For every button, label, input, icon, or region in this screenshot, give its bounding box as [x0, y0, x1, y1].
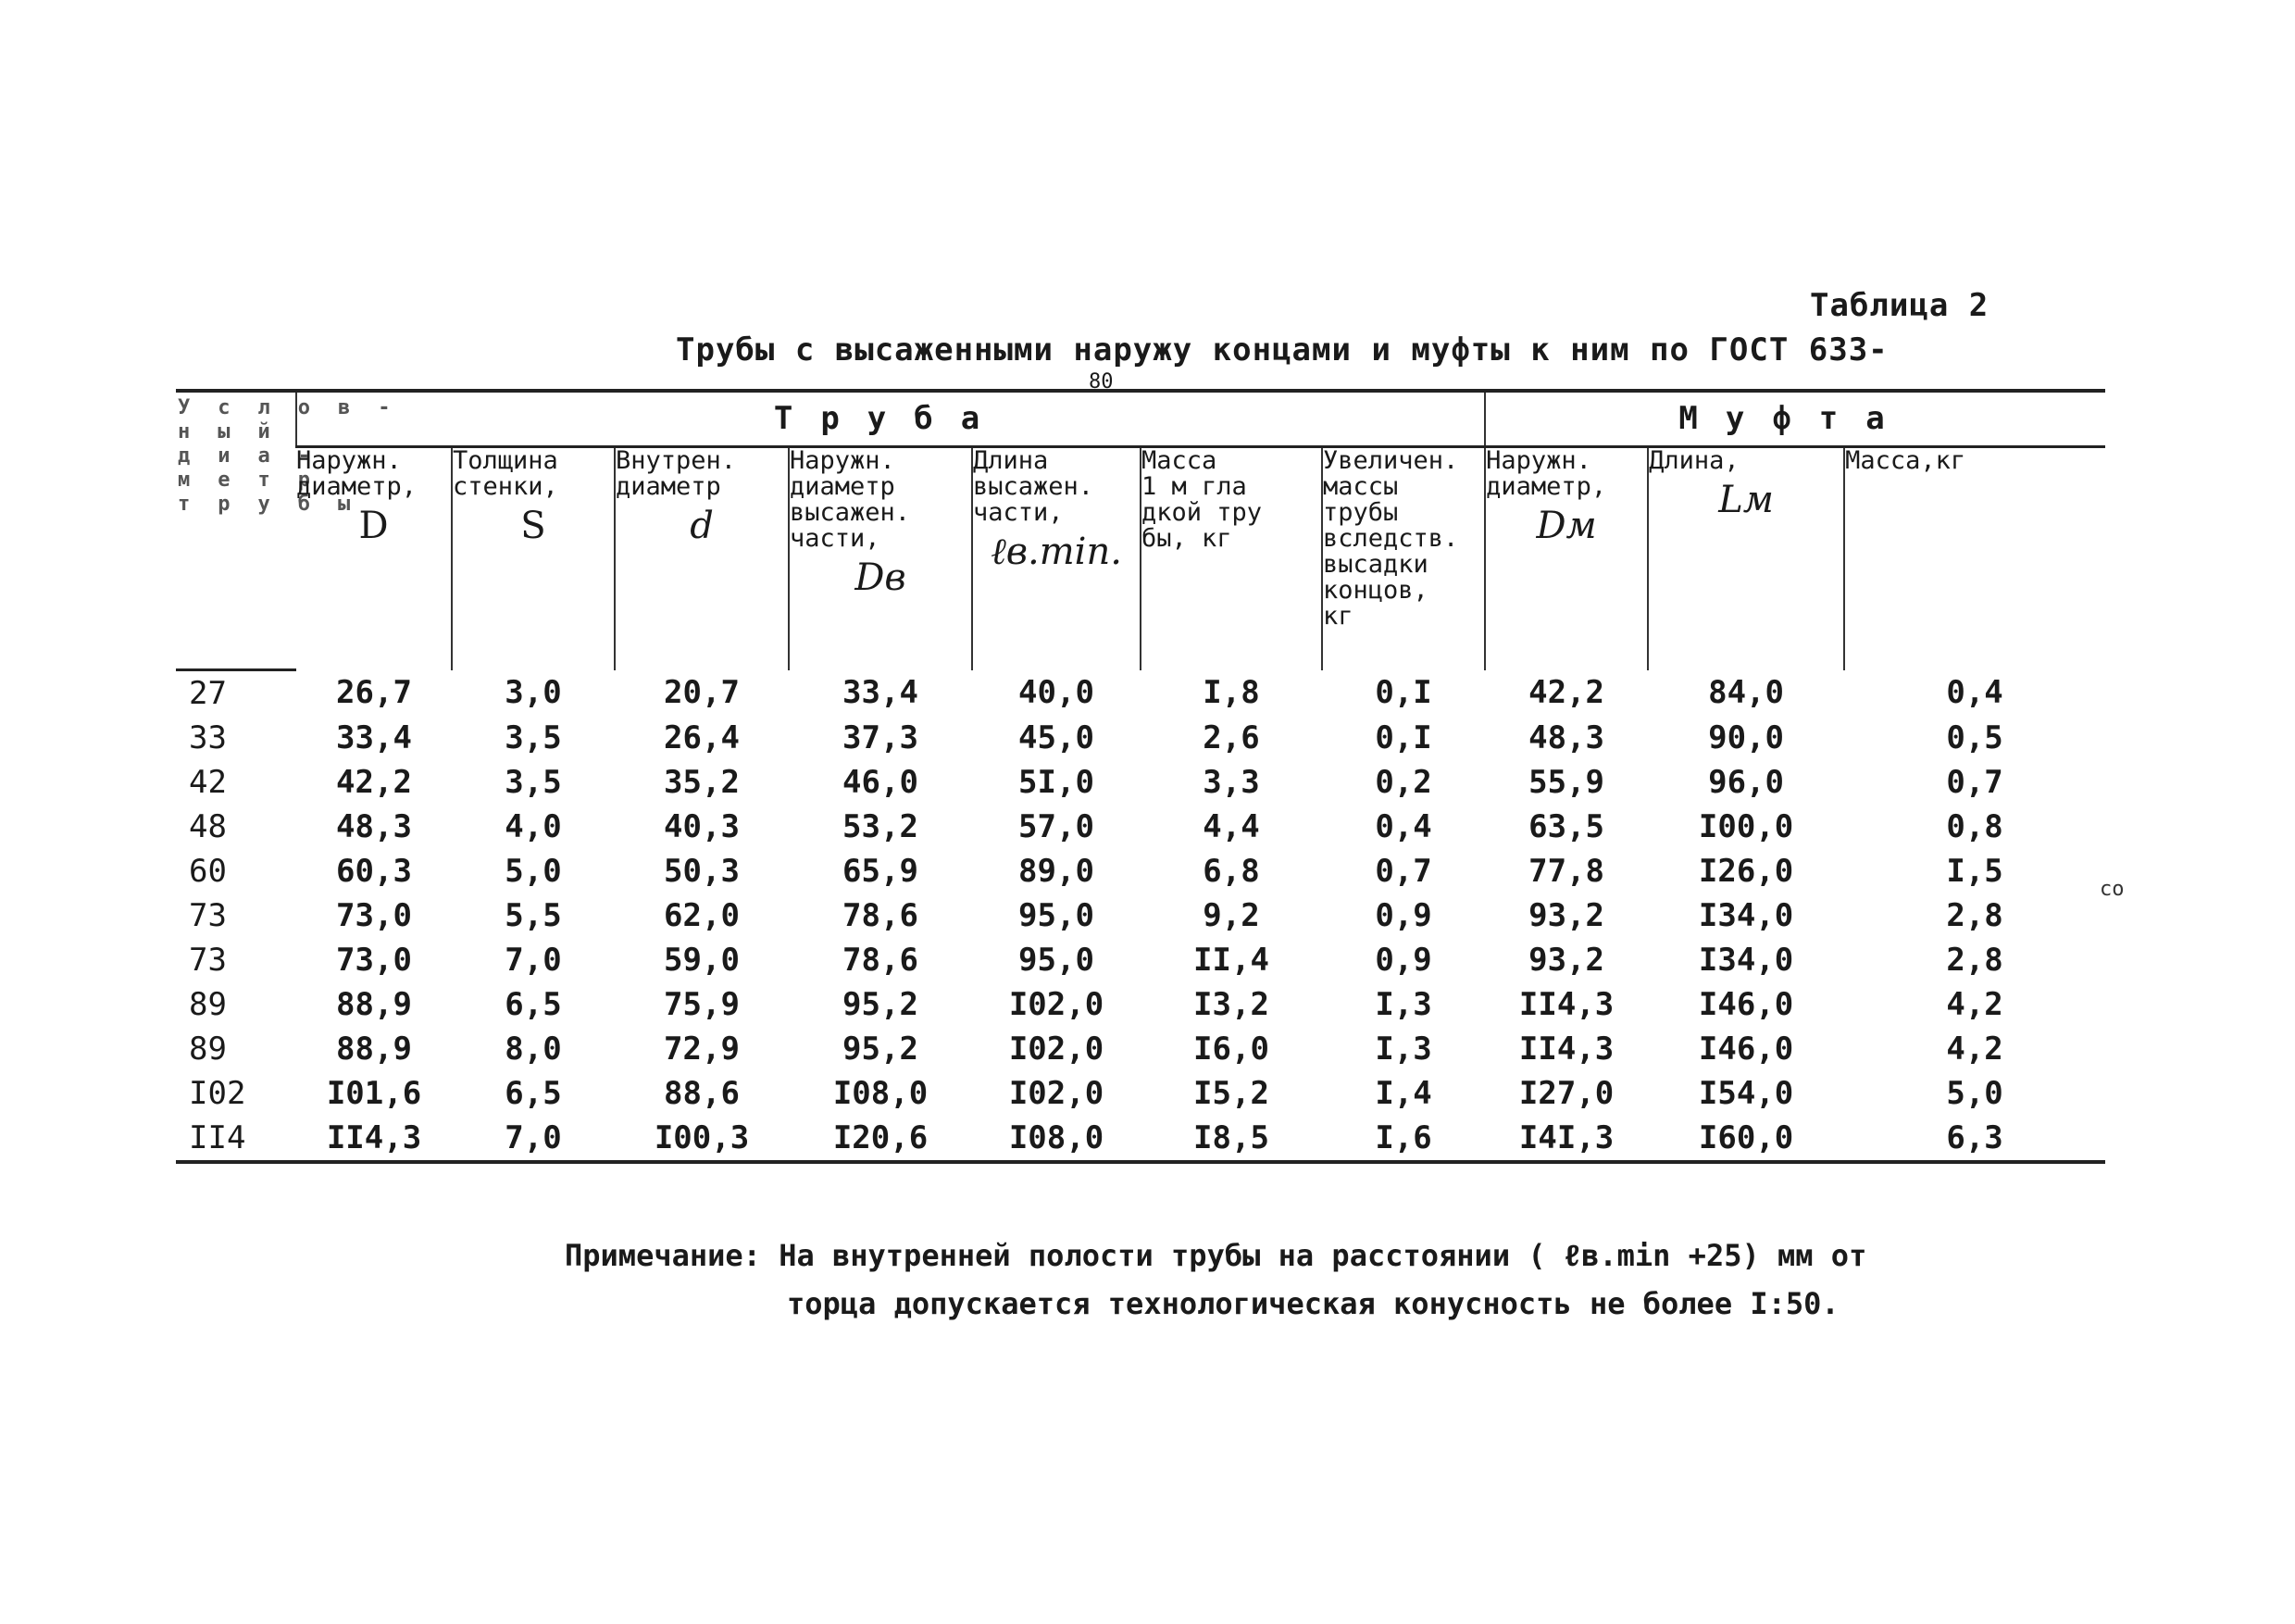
- table-row: [176, 1071, 2105, 1116]
- table-cell: 2,6: [1203, 719, 1260, 756]
- column-header-label: Увеличен. массы трубы вследств. высадки концов, кг: [1323, 445, 1459, 631]
- table-cell: 57,0: [1018, 808, 1094, 845]
- table-cell: I4I,3: [1485, 1116, 1648, 1162]
- table-cell: 5,5: [505, 897, 562, 934]
- column-header: [972, 446, 1141, 670]
- table-cell: 62,0: [664, 897, 740, 934]
- table-cell: 40,0: [1018, 674, 1094, 712]
- table-cell: 7,0: [505, 942, 562, 979]
- column-header-label: Масса 1 м гла дкой тру бы, кг: [1141, 445, 1263, 553]
- table-cell: I20,6: [789, 1116, 972, 1162]
- table-row: [176, 849, 2105, 893]
- table-cell: 88,9: [336, 1031, 412, 1068]
- table-cell: 0,4: [1946, 674, 2003, 712]
- table-cell: I6,0: [1193, 1031, 1269, 1068]
- header-nominal-diameter: Услов- ный диа- метр трубы: [176, 391, 296, 670]
- footnote-line-2: торца допускается технологическая конусность не более I:50.: [787, 1286, 1840, 1321]
- table-cell: 48,3: [1528, 719, 1604, 756]
- table-footnote: [565, 1231, 1866, 1328]
- table-cell: I26,0: [1698, 853, 1794, 890]
- column-header-symbol: ℓв.min.: [991, 530, 1122, 573]
- table-cell: II,4: [1193, 942, 1269, 979]
- column-header-symbol: D: [358, 504, 389, 547]
- table-cell: 73,0: [336, 897, 412, 934]
- column-header: [789, 446, 972, 670]
- table-cell: 6,5: [505, 986, 562, 1023]
- table-cell: 77,8: [1528, 853, 1604, 890]
- table-cell: 9,2: [1203, 897, 1260, 934]
- table-cell: 20,7: [664, 674, 740, 712]
- column-header: [1485, 446, 1648, 670]
- column-header: [452, 446, 615, 670]
- table-cell: I34,0: [1698, 897, 1794, 934]
- nominal-diameter-cell: 27: [189, 675, 227, 712]
- table-cell: 4,0: [505, 808, 562, 845]
- table-cell: 3,5: [505, 719, 562, 756]
- table-cell: I46,0: [1698, 986, 1794, 1023]
- table-cell: 60,3: [336, 853, 412, 890]
- table-cell: I,4: [1375, 1075, 1432, 1112]
- table-cell: 90,0: [1708, 719, 1784, 756]
- nominal-diameter-cell: 33: [189, 719, 227, 756]
- table-cell: 42,2: [336, 764, 412, 801]
- table-row: [176, 1116, 2105, 1162]
- table-cell: I27,0: [1518, 1075, 1615, 1112]
- table-cell: 59,0: [664, 942, 740, 979]
- table-title: Трубы с высаженными наружу концами и муфты к ним по ГОСТ 633-: [676, 331, 1889, 369]
- table-cell: I,6: [1322, 1116, 1485, 1162]
- table-cell: 0,2: [1375, 764, 1432, 801]
- table-cell: 8,0: [505, 1031, 562, 1068]
- table-cell: 0,I: [1375, 674, 1432, 712]
- column-header-symbol: Dв: [854, 556, 906, 599]
- nominal-diameter-cell: 89: [189, 986, 227, 1023]
- table-cell: 35,2: [664, 764, 740, 801]
- table-cell: 95,0: [1018, 942, 1094, 979]
- table-cell: 6,5: [505, 1075, 562, 1112]
- table-cell: 95,2: [842, 1031, 918, 1068]
- nominal-diameter-cell: 60: [189, 853, 227, 890]
- table-cell: 0,7: [1375, 853, 1432, 890]
- table-row: [176, 760, 2105, 805]
- table-cell: I3,2: [1193, 986, 1269, 1023]
- table-cell: 93,2: [1528, 942, 1604, 979]
- table-cell: 2,8: [1946, 897, 2003, 934]
- column-header-label: Внутрен. диаметр: [616, 445, 737, 501]
- column-header-label: Длина,: [1649, 445, 1740, 475]
- table-cell: I02,0: [1008, 1075, 1104, 1112]
- table-cell: 3,0: [505, 674, 562, 712]
- table-cell: 0,9: [1375, 897, 1432, 934]
- table-cell: 0,4: [1375, 808, 1432, 845]
- table-cell: 0,I: [1375, 719, 1432, 756]
- column-header: [1648, 446, 1844, 670]
- table-cell: 55,9: [1528, 764, 1604, 801]
- table-cell: I54,0: [1698, 1075, 1794, 1112]
- nominal-diameter-cell: 42: [189, 764, 227, 801]
- table-cell: I8,5: [1141, 1116, 1322, 1162]
- table-cell: 26,7: [336, 674, 412, 712]
- column-header: [1322, 446, 1485, 670]
- table-cell: I00,3: [615, 1116, 789, 1162]
- table-row: [176, 716, 2105, 760]
- table-cell: 33,4: [336, 719, 412, 756]
- table-cell: I,3: [1375, 986, 1432, 1023]
- table-row: [176, 893, 2105, 938]
- table-cell: 46,0: [842, 764, 918, 801]
- column-header-label: Толщина стенки,: [453, 445, 558, 501]
- table-cell: 7,0: [452, 1116, 615, 1162]
- table-cell: 2,8: [1946, 942, 2003, 979]
- table-cell: 48,3: [336, 808, 412, 845]
- table-cell: 73,0: [336, 942, 412, 979]
- table-cell: I5,2: [1193, 1075, 1269, 1112]
- nominal-diameter-cell: 73: [189, 897, 227, 934]
- table-cell: 3,5: [505, 764, 562, 801]
- table-cell: 0,8: [1946, 808, 2003, 845]
- column-header: [296, 446, 452, 670]
- table-cell: 6,8: [1203, 853, 1260, 890]
- table-cell: 78,6: [842, 942, 918, 979]
- table-cell: I,5: [1946, 853, 2003, 890]
- table-cell: 5,0: [1946, 1075, 2003, 1112]
- table-cell: 3,3: [1203, 764, 1260, 801]
- column-header: [615, 446, 789, 670]
- table-cell: 84,0: [1708, 674, 1784, 712]
- table-row: [176, 982, 2105, 1027]
- table-cell: I08,0: [972, 1116, 1141, 1162]
- table-row: [176, 938, 2105, 982]
- table-cell: 0,5: [1946, 719, 2003, 756]
- table-cell: I34,0: [1698, 942, 1794, 979]
- table-cell: II4,3: [1518, 1031, 1615, 1068]
- nominal-diameter-cell: 48: [189, 808, 227, 845]
- column-header: [1844, 446, 2105, 670]
- table-cell: 78,6: [842, 897, 918, 934]
- table-cell: I46,0: [1698, 1031, 1794, 1068]
- table-cell: 0,7: [1946, 764, 2003, 801]
- table-cell: 95,0: [1018, 897, 1094, 934]
- table-cell: 63,5: [1528, 808, 1604, 845]
- column-header-label: Масса,кг: [1845, 445, 1966, 475]
- table-cell: 89,0: [1018, 853, 1094, 890]
- table-cell: 37,3: [842, 719, 918, 756]
- column-header-label: Наружн. диаметр,: [1486, 445, 1607, 501]
- table-cell: I02,0: [1008, 1031, 1104, 1068]
- table-cell: II4,3: [1518, 986, 1615, 1023]
- column-header-symbol: S: [520, 504, 546, 547]
- column-header-symbol: Lм: [1718, 478, 1774, 521]
- table-cell: II4,3: [296, 1116, 452, 1162]
- table-cell: 93,2: [1528, 897, 1604, 934]
- column-header: [1141, 446, 1322, 670]
- column-header-label: Наружн. диаметр высажен. части,: [790, 445, 911, 553]
- table-cell: 4,2: [1946, 1031, 2003, 1068]
- pipe-coupling-table: [176, 389, 2105, 1164]
- nominal-diameter-cell: I02: [189, 1075, 246, 1112]
- table-cell: 88,6: [664, 1075, 740, 1112]
- table-cell: 4,2: [1946, 986, 2003, 1023]
- table-cell: 65,9: [842, 853, 918, 890]
- table-cell: 53,2: [842, 808, 918, 845]
- table-cell: 6,3: [1844, 1116, 2105, 1162]
- table-cell: 88,9: [336, 986, 412, 1023]
- table-cell: I00,0: [1698, 808, 1794, 845]
- nominal-diameter-cell: 73: [189, 942, 227, 979]
- table-row: [176, 670, 2105, 717]
- table-cell: 95,2: [842, 986, 918, 1023]
- column-header-label: Длина высажен. части,: [973, 445, 1094, 527]
- table-cell: I01,6: [326, 1075, 422, 1112]
- footnote-line-1: Примечание: На внутренней полости трубы на расстоянии ( ℓв.min +25) мм от: [565, 1238, 1867, 1273]
- table-cell: 5I,0: [1018, 764, 1094, 801]
- nominal-diameter-cell: II4: [176, 1116, 296, 1162]
- table-number-label: Таблица 2: [1810, 287, 1989, 324]
- table-cell: I02,0: [1008, 986, 1104, 1023]
- table-cell: 0,9: [1375, 942, 1432, 979]
- column-header-symbol: d: [690, 504, 714, 547]
- table-cell: 26,4: [664, 719, 740, 756]
- table-cell: 72,9: [664, 1031, 740, 1068]
- group-header-coupling: Муфта: [1485, 391, 2105, 446]
- table-cell: 33,4: [842, 674, 918, 712]
- table-row: [176, 1027, 2105, 1071]
- table-cell: I,3: [1375, 1031, 1432, 1068]
- table-cell: 4,4: [1203, 808, 1260, 845]
- table-cell: 40,3: [664, 808, 740, 845]
- group-header-pipe: Труба: [296, 391, 1485, 446]
- table-cell: 45,0: [1018, 719, 1094, 756]
- margin-mark: со: [2100, 878, 2125, 901]
- table-cell: I08,0: [832, 1075, 929, 1112]
- column-header-symbol: Dм: [1536, 504, 1597, 547]
- table-cell: 75,9: [664, 986, 740, 1023]
- table-cell: I,8: [1203, 674, 1260, 712]
- table-cell: 50,3: [664, 853, 740, 890]
- table-cell: 96,0: [1708, 764, 1784, 801]
- table-row: [176, 805, 2105, 849]
- table-cell: 42,2: [1528, 674, 1604, 712]
- table-cell: I60,0: [1648, 1116, 1844, 1162]
- table-cell: 5,0: [505, 853, 562, 890]
- column-header-label: Наружн. диаметр,: [296, 445, 418, 501]
- table-title-year: 80: [1089, 370, 1114, 394]
- nominal-diameter-cell: 89: [189, 1031, 227, 1068]
